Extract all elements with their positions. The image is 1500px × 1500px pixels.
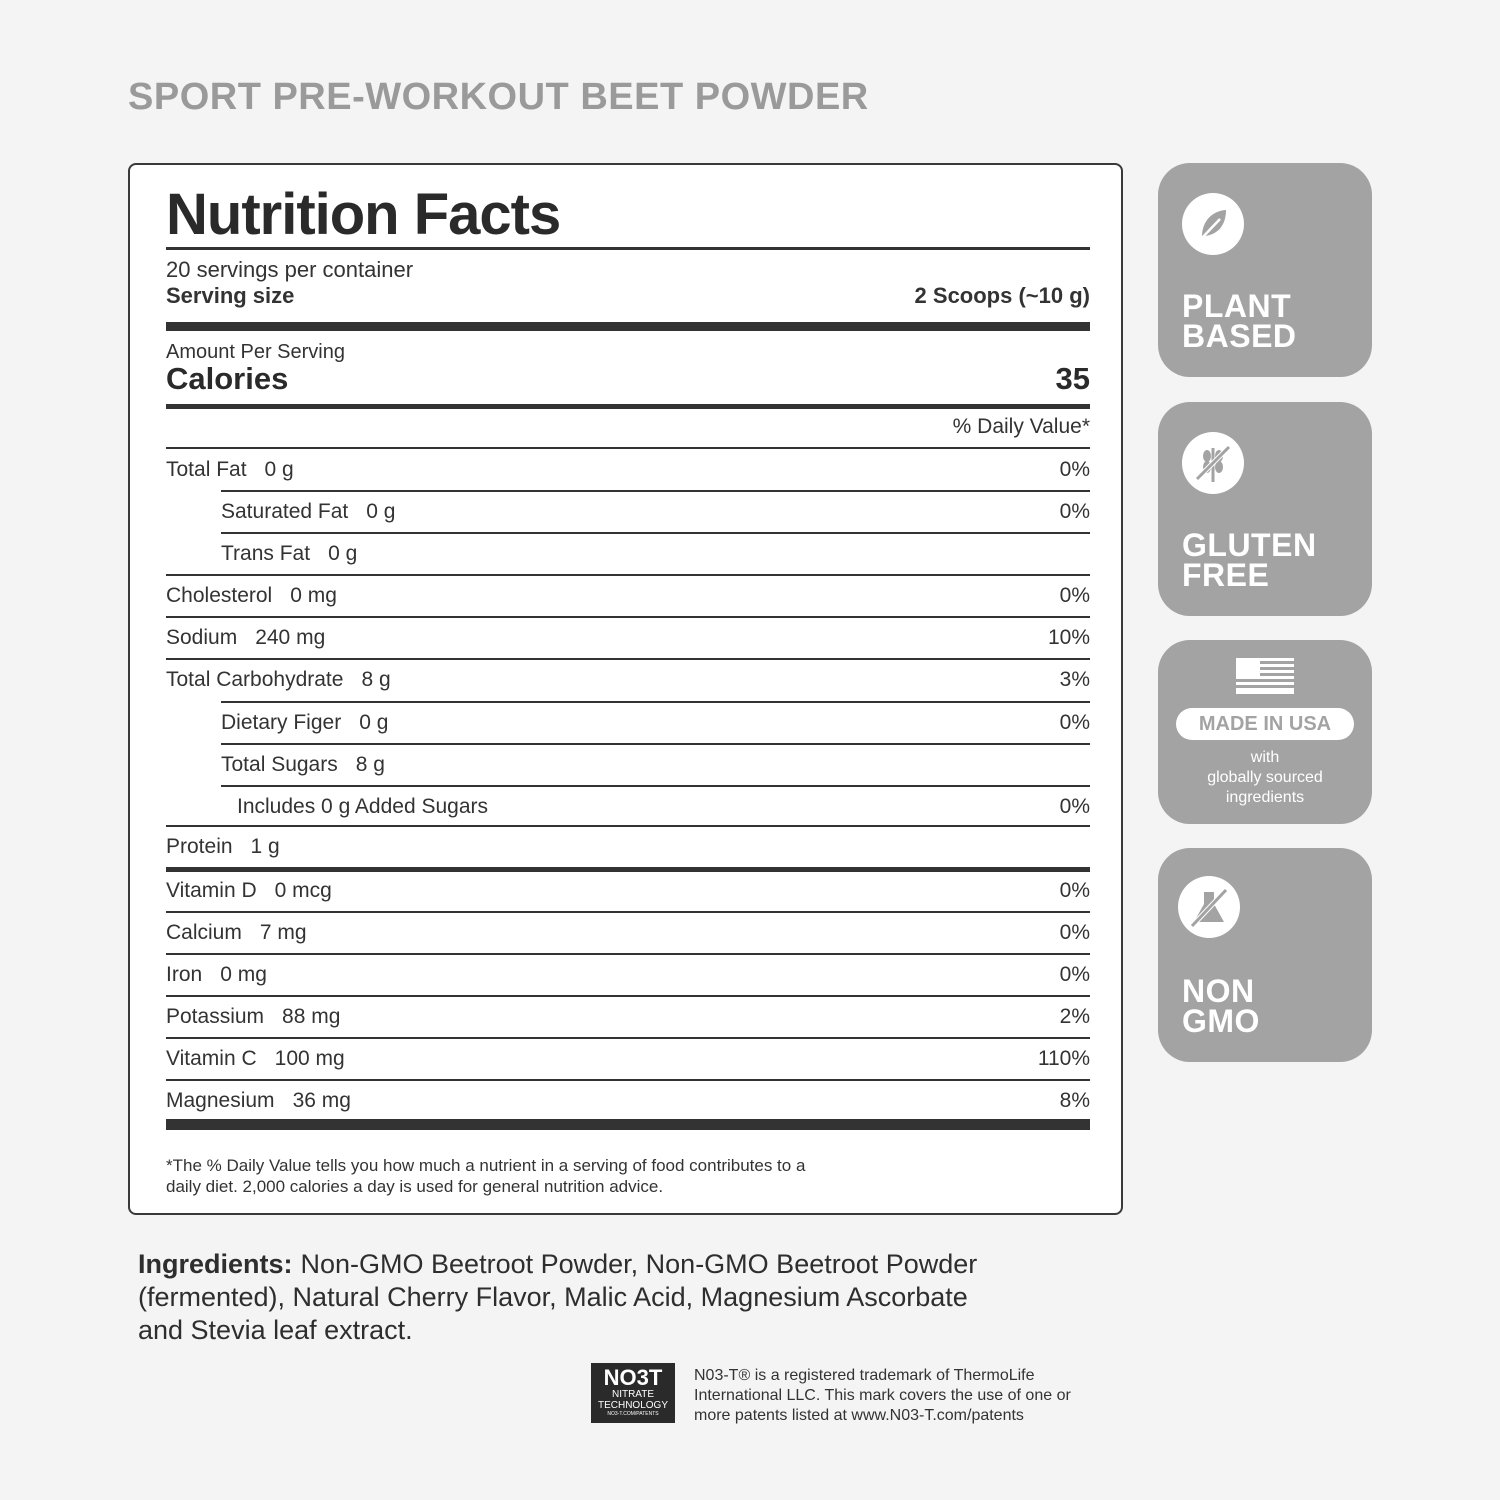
- nutrient-name: Total Fat: [166, 458, 247, 481]
- nutrient-name-group: [166, 458, 294, 482]
- footnote-line: *The % Daily Value tells you how much a nutrient in a serving of food contributes to a: [166, 1156, 806, 1175]
- no-gmo-flask-icon: [1178, 876, 1240, 938]
- nutrient-name-group: [166, 879, 332, 903]
- row-divider: [166, 1037, 1090, 1039]
- nutrient-name: Vitamin C: [166, 1047, 257, 1070]
- nutrient-name-group: [166, 1005, 340, 1029]
- nutrient-name: Dietary Figer: [221, 711, 342, 734]
- nutrient-name: Protein: [166, 835, 233, 858]
- nutrient-row: [166, 702, 1090, 744]
- ingredients-block: [138, 1248, 1078, 1347]
- nutrient-row: [166, 1080, 1090, 1122]
- nutrition-facts-label: [128, 163, 1123, 1215]
- nutrient-daily-value: 0%: [1059, 711, 1090, 734]
- ingredients-label: Ingredients:: [138, 1249, 293, 1279]
- row-divider: [166, 574, 1090, 576]
- nutrient-daily-value: 10%: [1047, 626, 1090, 649]
- row-divider: [166, 1079, 1090, 1081]
- gluten-free-badge: [1158, 402, 1372, 616]
- badge-line: globally sourced: [1207, 769, 1323, 786]
- nutrient-row: [166, 996, 1090, 1038]
- row-divider: [166, 825, 1090, 827]
- logo-text: NO3-T.COM/PATENTS: [607, 1411, 659, 1417]
- nutrient-name-group: [166, 584, 337, 608]
- nutrient-amount: 8 g: [355, 753, 385, 776]
- amount-per-serving: Amount Per Serving: [166, 341, 345, 363]
- product-title: SPORT PRE-WORKOUT BEET POWDER: [128, 76, 869, 118]
- nutrient-amount: 0 mcg: [274, 879, 332, 902]
- nutrient-row: [166, 659, 1090, 701]
- nutrient-row: [166, 617, 1090, 659]
- nutrient-row: [166, 870, 1090, 912]
- trademark-line: N03-T® is a registered trademark of ThermoLife: [694, 1367, 1035, 1384]
- nutrient-amount: 0 mg: [220, 963, 267, 986]
- nutrient-daily-value: 0%: [1059, 963, 1090, 986]
- trademark-line: International LLC. This mark covers the use of one or: [694, 1387, 1071, 1404]
- no3t-logo: [591, 1363, 675, 1423]
- nutrition-facts-title: Nutrition Facts: [166, 182, 561, 247]
- row-divider: [221, 490, 1090, 492]
- row-divider: [166, 953, 1090, 955]
- footnote-line: daily diet. 2,000 calories a day is used for general nutrition advice.: [166, 1177, 664, 1196]
- nutrient-amount: 0 mg: [290, 584, 337, 607]
- badge-line: with: [1250, 749, 1280, 766]
- nutrient-amount: 36 mg: [292, 1089, 351, 1112]
- daily-value-footnote: [166, 1155, 926, 1197]
- serving-size-label: Serving size: [166, 283, 295, 308]
- non-gmo-badge: [1158, 848, 1372, 1062]
- nutrient-name: Vitamin D: [166, 879, 257, 902]
- row-divider: [166, 616, 1090, 618]
- trademark-notice: [694, 1366, 1124, 1426]
- row-divider: [221, 701, 1090, 703]
- badge-line: PLANT: [1182, 288, 1292, 324]
- nutrient-name-group: [166, 1089, 351, 1113]
- nutrient-name-group: [221, 711, 388, 735]
- nutrient-daily-value: 0%: [1059, 458, 1090, 481]
- bottom-thick-divider: [166, 1119, 1090, 1130]
- nutrient-daily-value: 0%: [1059, 584, 1090, 607]
- nutrient-name: Magnesium: [166, 1089, 275, 1112]
- divider: [166, 247, 1090, 250]
- nutrient-name-group: [237, 795, 506, 819]
- nutrient-amount: 0 g: [328, 542, 358, 565]
- nutrient-row: [166, 786, 1090, 828]
- made-in-usa-badge: [1158, 640, 1372, 824]
- nutrient-name-group: [221, 753, 385, 777]
- nutrient-row: [166, 491, 1090, 533]
- nutrient-name: Iron: [166, 963, 203, 986]
- us-flag-icon: [1236, 658, 1294, 694]
- logo-text: TECHNOLOGY: [597, 1400, 668, 1411]
- row-divider: [221, 743, 1090, 745]
- serving-size-row: [166, 283, 1090, 309]
- nutrient-name-group: [221, 542, 357, 566]
- logo-text: NITRATE: [611, 1389, 655, 1400]
- badge-line: ingredients: [1225, 789, 1305, 806]
- ingredients-line: Non-GMO Beetroot Powder, Non-GMO Beetroot Powder: [300, 1249, 978, 1279]
- calories-label: Calories: [166, 361, 289, 396]
- servings-per-container: 20 servings per container: [166, 257, 414, 282]
- nutrient-daily-value: 3%: [1059, 668, 1090, 691]
- nutrient-daily-value: 0%: [1059, 795, 1090, 818]
- row-divider: [221, 785, 1090, 787]
- ingredients-line: and Stevia leaf extract.: [138, 1315, 413, 1345]
- trademark-line: more patents listed at www.N03-T.com/patents: [694, 1407, 1024, 1424]
- logo-text: NO3T: [603, 1365, 663, 1390]
- row-divider: [166, 995, 1090, 997]
- nutrient-name: Cholesterol: [166, 584, 273, 607]
- nutrient-name-group: [166, 835, 280, 859]
- nutrient-amount: 100 mg: [274, 1047, 345, 1070]
- nutrient-row: [166, 533, 1090, 575]
- gluten-free-text: [1182, 527, 1362, 593]
- nutrient-name: Calcium: [166, 921, 242, 944]
- nutrient-name-group: [166, 668, 391, 692]
- row-divider: [166, 658, 1090, 660]
- nutrient-name: Saturated Fat: [221, 500, 349, 523]
- badge-line: GMO: [1182, 1003, 1260, 1039]
- row-divider: [166, 867, 1090, 872]
- calories-row: [166, 361, 1090, 397]
- plant-based-text: [1182, 288, 1362, 354]
- thick-divider: [166, 322, 1090, 331]
- made-in-usa-subtext: [1158, 748, 1372, 808]
- nutrient-amount: 0 g: [359, 711, 389, 734]
- calories-value: 35: [1055, 361, 1090, 396]
- nutrient-amount: 88 mg: [282, 1005, 341, 1028]
- badge-line: GLUTEN: [1182, 527, 1317, 563]
- made-in-usa-pill: MADE IN USA: [1176, 708, 1354, 740]
- nutrient-row: [166, 744, 1090, 786]
- plant-based-badge: [1158, 163, 1372, 377]
- no-wheat-icon: [1182, 432, 1244, 494]
- badge-line: BASED: [1182, 318, 1297, 354]
- nutrient-amount: 8 g: [361, 668, 391, 691]
- nutrient-amount: 240 mg: [255, 626, 326, 649]
- nutrient-daily-value: 0%: [1059, 500, 1090, 523]
- nutrient-name: Trans Fat: [221, 542, 311, 565]
- medium-divider: [166, 404, 1090, 409]
- nutrient-row: [166, 826, 1090, 868]
- nutrient-name-group: [166, 626, 325, 650]
- nutrient-name: Sodium: [166, 626, 238, 649]
- nutrient-row: [166, 575, 1090, 617]
- nutrient-name: Total Carbohydrate: [166, 668, 344, 691]
- nutrient-amount: 7 mg: [259, 921, 307, 944]
- nutrient-row: [166, 954, 1090, 996]
- nutrient-daily-value: 2%: [1059, 1005, 1090, 1028]
- row-divider: [221, 532, 1090, 534]
- nutrient-row: [166, 449, 1090, 491]
- nutrient-daily-value: 0%: [1059, 879, 1090, 902]
- nutrient-name-group: [166, 921, 307, 945]
- nutrient-name-group: [166, 963, 267, 987]
- nutrient-name: Potassium: [166, 1005, 265, 1028]
- daily-value-header: % Daily Value*: [952, 415, 1090, 438]
- nutrient-daily-value: 110%: [1037, 1047, 1090, 1070]
- badge-line: NON: [1182, 973, 1255, 1009]
- non-gmo-text: [1182, 973, 1362, 1039]
- nutrient-amount: 1 g: [250, 835, 280, 858]
- row-divider: [166, 911, 1090, 913]
- badge-line: FREE: [1182, 557, 1270, 593]
- nutrient-row: [166, 1038, 1090, 1080]
- nutrient-amount: 0 g: [366, 500, 396, 523]
- nutrient-amount: 0 g: [264, 458, 294, 481]
- nutrient-name-group: [221, 500, 395, 524]
- nutrient-daily-value: 0%: [1059, 921, 1090, 944]
- serving-size-value: 2 Scoops (~10 g): [914, 283, 1090, 308]
- nutrient-row: [166, 912, 1090, 954]
- nutrient-daily-value: 8%: [1059, 1089, 1090, 1112]
- nutrient-name: Includes 0 g Added Sugars: [237, 795, 489, 818]
- ingredients-line: (fermented), Natural Cherry Flavor, Malic Acid, Magnesium Ascorbate: [138, 1282, 968, 1312]
- leaf-icon: [1182, 193, 1244, 255]
- nutrient-name: Total Sugars: [221, 753, 338, 776]
- nutrient-name-group: [166, 1047, 345, 1071]
